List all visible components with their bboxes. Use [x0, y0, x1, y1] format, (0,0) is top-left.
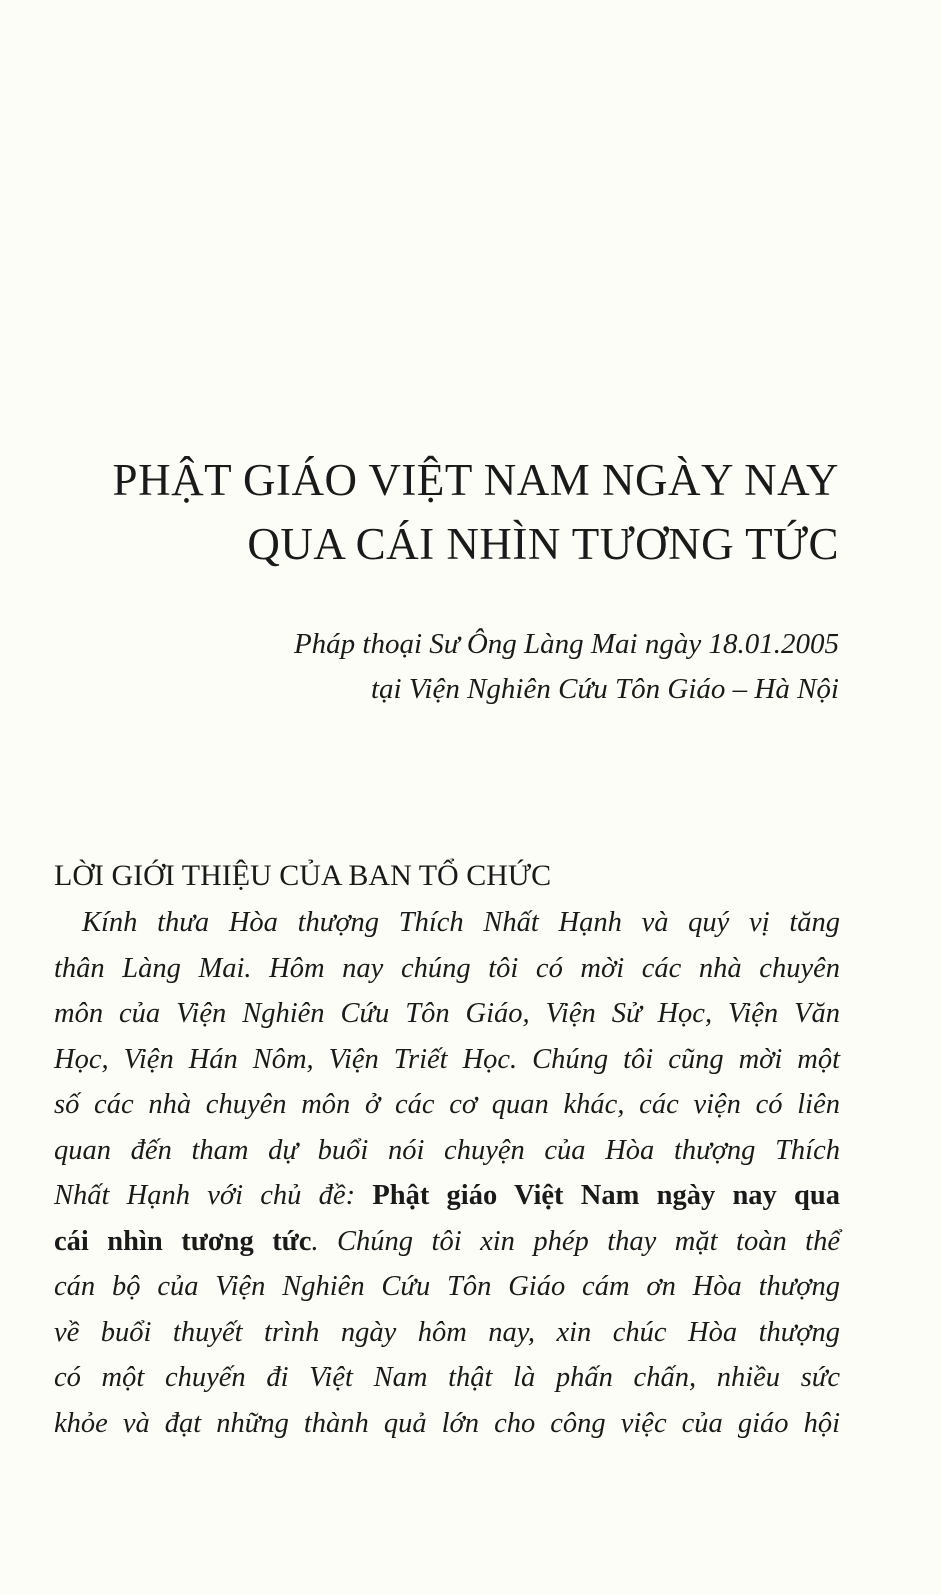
body-text-italic: . Chúng tôi xin phép thay mặt toàn thể: [311, 1225, 840, 1257]
chapter-subtitle: [294, 622, 839, 712]
body-line: môn của Viện Nghiên Cứu Tôn Giáo, Viện Sử Học, Viện Văn: [54, 998, 840, 1029]
body-line: có một chuyến đi Việt Nam thật là phấn chấn, nhiều sức: [54, 1362, 840, 1393]
chapter-title: [113, 448, 839, 576]
body-line: thân Làng Mai. Hôm nay chúng tôi có mời các nhà chuyên: [54, 952, 840, 984]
body-line: số các nhà chuyên môn ở các cơ quan khác, các viện có liên: [54, 1089, 840, 1120]
body-line: Học, Viện Hán Nôm, Viện Triết Học. Chúng tôi cũng mời một: [54, 1043, 840, 1075]
body-line: cán bộ của Viện Nghiên Cứu Tôn Giáo cám ơn Hòa thượng: [54, 1271, 840, 1302]
body-paragraph: [54, 900, 840, 1446]
body-text-italic: Nhất Hạnh với chủ đề:: [54, 1180, 373, 1211]
topic-title-bold: cái nhìn tương tức: [54, 1225, 312, 1257]
subtitle-line-2: tại Viện Nghiên Cứu Tôn Giáo – Hà Nội: [370, 673, 839, 705]
body-line: khỏe và đạt những thành quả lớn cho công việc của giáo hội: [54, 1407, 840, 1439]
body-line-mixed: [54, 1219, 840, 1265]
body-line: Kính thưa Hòa thượng Thích Nhất Hạnh và quý vị tăng: [82, 907, 840, 938]
topic-title-bold: Phật giáo Việt Nam ngày nay qua: [372, 1180, 840, 1211]
title-line-2: QUA CÁI NHÌN TƯƠNG TỨC: [247, 519, 839, 569]
body-line-mixed: [54, 1173, 840, 1219]
section-heading: LỜI GIỚI THIỆU CỦA BAN TỔ CHỨC: [54, 859, 552, 892]
body-line: quan đến tham dự buổi nói chuyện của Hòa thượng Thích: [54, 1134, 840, 1166]
title-line-1: PHẬT GIÁO VIỆT NAM NGÀY NAY: [112, 455, 839, 505]
subtitle-line-1: Pháp thoại Sư Ông Làng Mai ngày 18.01.2005: [293, 628, 839, 660]
body-line: về buổi thuyết trình ngày hôm nay, xin chúc Hòa thượng: [54, 1316, 840, 1348]
